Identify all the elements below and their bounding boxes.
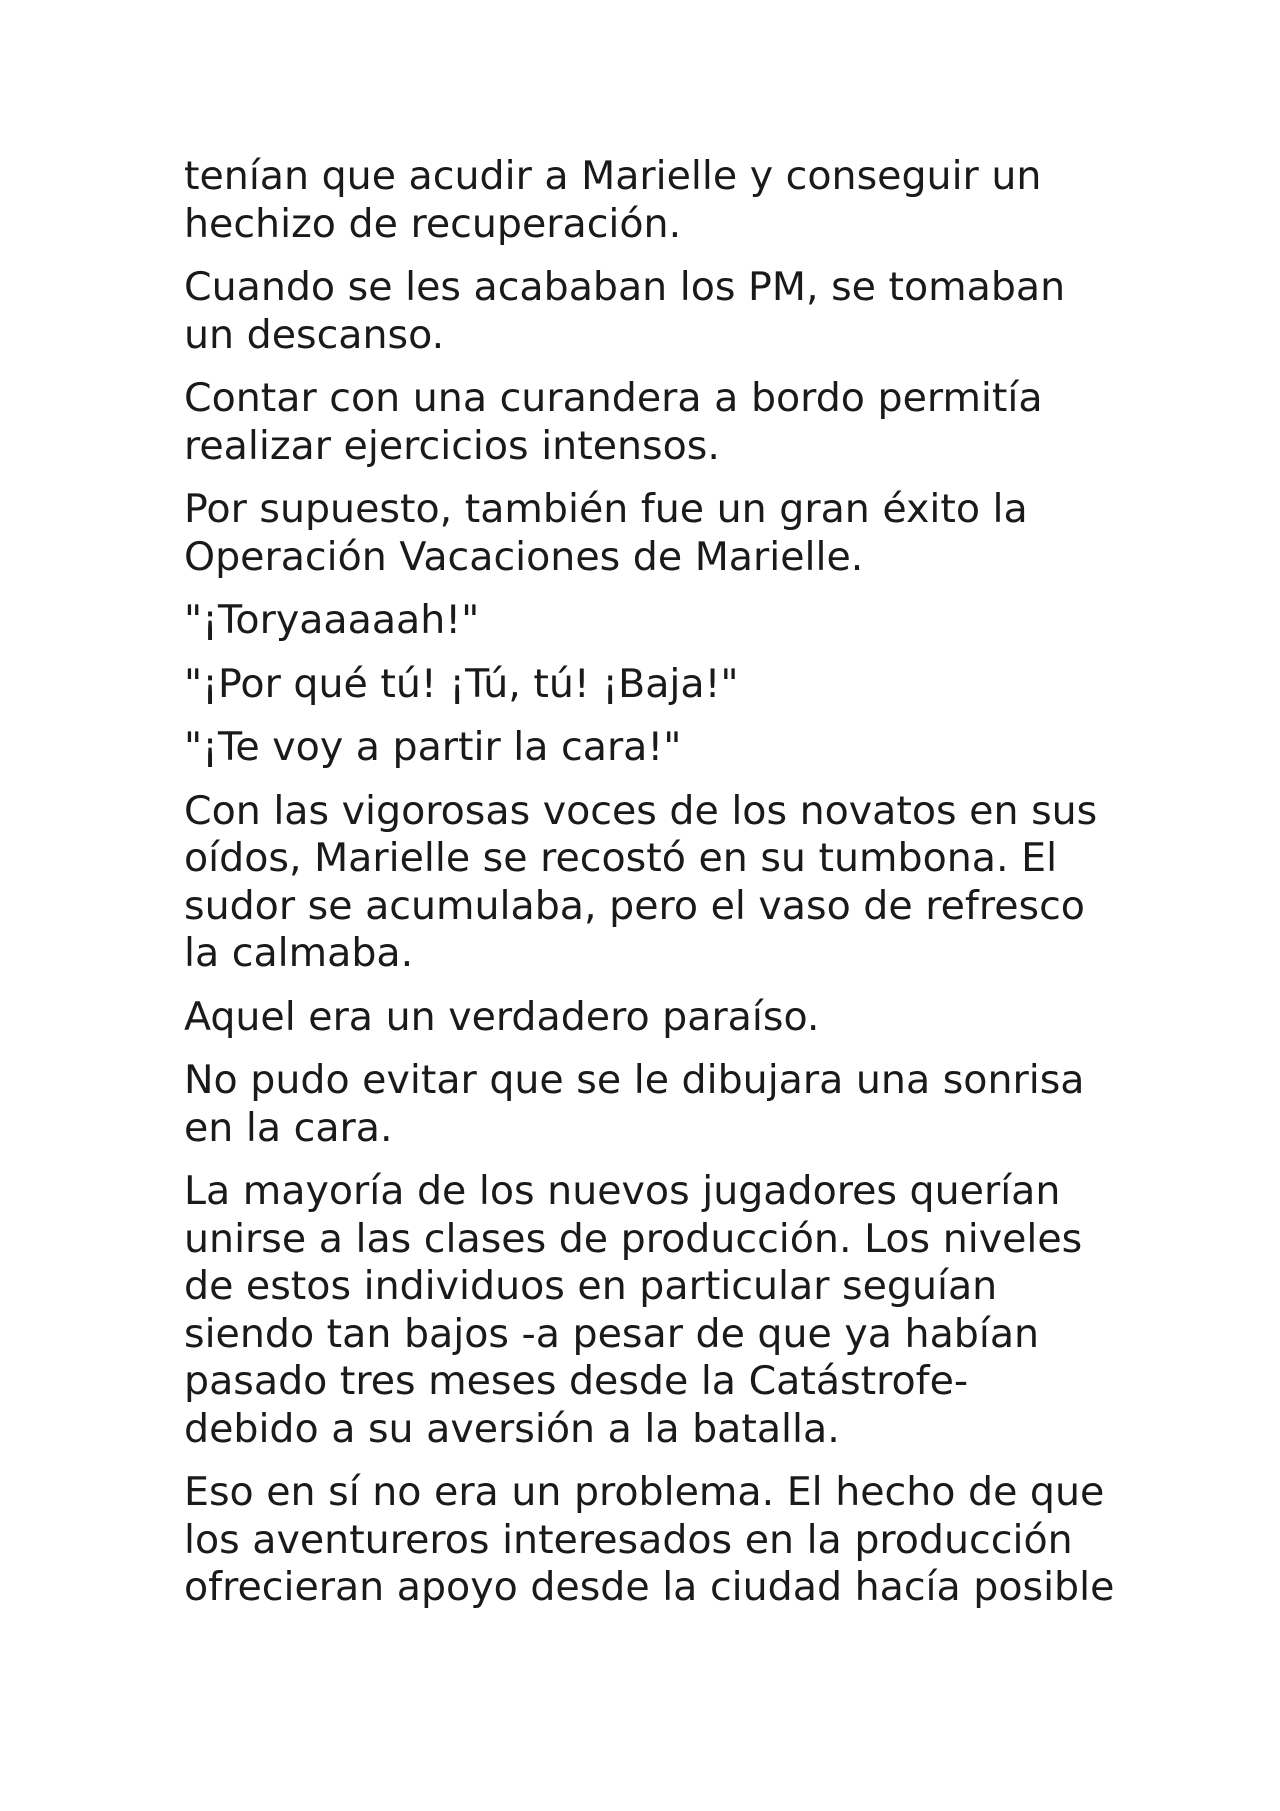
text-line: "¡Te voy a partir la cara!" bbox=[184, 724, 682, 770]
text-line: un descanso. bbox=[184, 311, 445, 358]
text-line: la calmaba. bbox=[184, 930, 414, 976]
text-line: realizar ejercicios intensos. bbox=[184, 422, 720, 469]
text-line: ofrecieran apoyo desde la ciudad hacía posible bbox=[184, 1564, 1115, 1610]
text-line: "¡Por qué tú! ¡Tú, tú! ¡Baja!" bbox=[184, 660, 739, 707]
paragraph bbox=[184, 1057, 1124, 1152]
text-line: siendo tan bajos -a pesar de que ya habían bbox=[184, 1310, 1040, 1357]
text-line: Eso en sí no era un problema. El hecho de que bbox=[184, 1469, 1105, 1515]
paragraph bbox=[184, 375, 1124, 470]
text-line: unirse a las clases de producción. Los niveles bbox=[184, 1215, 1083, 1262]
paragraph bbox=[184, 264, 1124, 359]
text-line: de estos individuos en particular seguían bbox=[184, 1263, 998, 1309]
paragraph bbox=[184, 153, 1124, 248]
text-line: No pudo evitar que se le dibujara una sonrisa bbox=[184, 1057, 1085, 1103]
dialogue-line bbox=[184, 597, 1124, 645]
text-line: tenían que acudir a Marielle y conseguir un bbox=[184, 153, 1042, 199]
text-line: Por supuesto, también fue un gran éxito la bbox=[184, 486, 1028, 532]
paragraph bbox=[184, 1168, 1124, 1453]
text-line: Contar con una curandera a bordo permitía bbox=[184, 375, 1043, 421]
text-line: oídos, Marielle se recostó en su tumbona. El bbox=[184, 835, 1058, 881]
text-line: Cuando se les acababan los PM, se tomaban bbox=[184, 264, 1066, 310]
paragraph bbox=[184, 788, 1124, 978]
paragraph bbox=[184, 1469, 1124, 1612]
text-line: "¡Toryaaaaah!" bbox=[184, 597, 480, 643]
text-line: Con las vigorosas voces de los novatos en sus bbox=[184, 787, 1098, 834]
text-line: Aquel era un verdadero paraíso. bbox=[184, 993, 820, 1040]
text-line: debido a su aversión a la batalla. bbox=[184, 1405, 840, 1452]
text-line: sudor se acumulaba, pero el vaso de refresco bbox=[184, 882, 1085, 929]
text-line: los aventureros interesados en la producción bbox=[184, 1516, 1073, 1563]
text-line: pasado tres meses desde la Catástrofe- bbox=[184, 1358, 969, 1404]
dialogue-line bbox=[184, 661, 1124, 709]
text-line: en la cara. bbox=[184, 1104, 393, 1151]
text-line: Operación Vacaciones de Marielle. bbox=[184, 533, 864, 580]
paragraph bbox=[184, 994, 1124, 1042]
text-line: La mayoría de los nuevos jugadores querían bbox=[184, 1168, 1061, 1214]
text-line: hechizo de recuperación. bbox=[184, 200, 682, 247]
paragraph bbox=[184, 486, 1124, 581]
dialogue-line bbox=[184, 724, 1124, 772]
body-text bbox=[184, 153, 1124, 1628]
